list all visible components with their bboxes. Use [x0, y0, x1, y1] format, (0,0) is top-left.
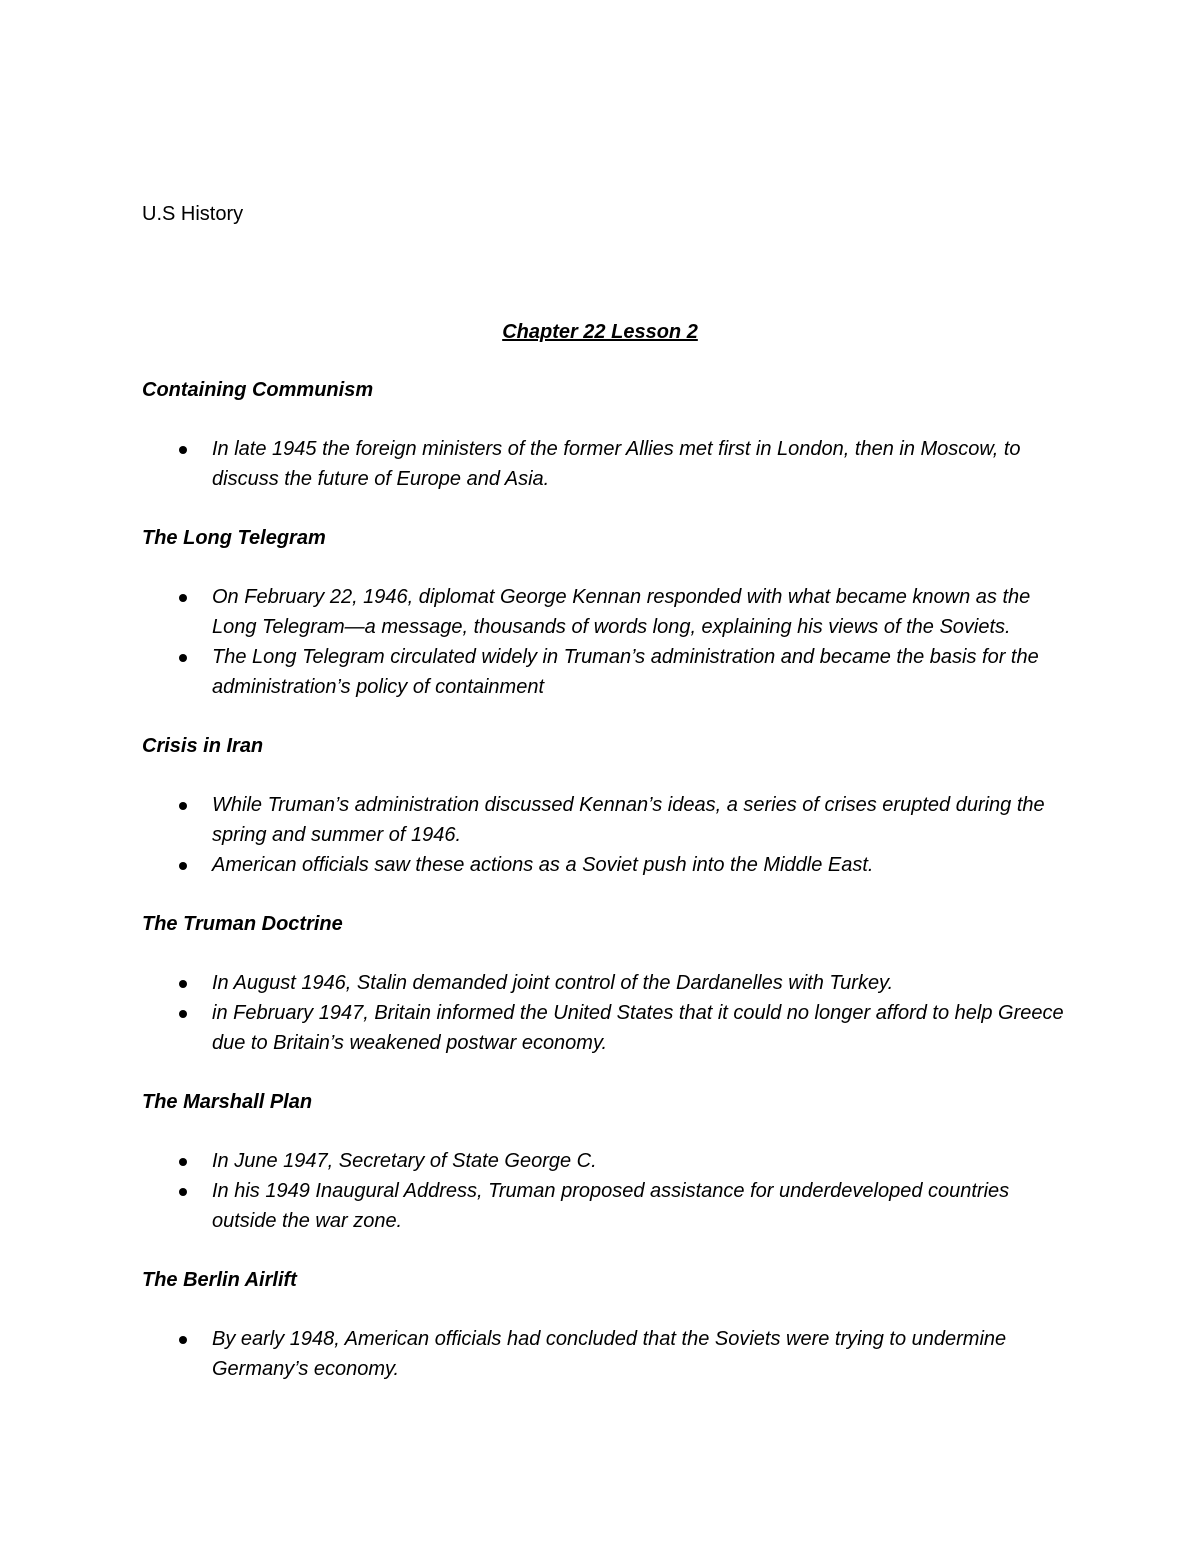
bullet-dot-icon	[179, 862, 187, 870]
bullet-dot-icon	[179, 594, 187, 602]
course-title: U.S History	[142, 203, 244, 225]
bullet-item	[142, 1324, 1072, 1384]
section-long-telegram	[142, 523, 1072, 702]
bullet-item	[142, 790, 1072, 850]
bullet-dot-icon	[179, 654, 187, 662]
bullet-item	[142, 1176, 1072, 1236]
bullet-text: By early 1948, American officials had concluded that the Soviets were trying to undermine Germany’s economy.	[212, 1328, 1007, 1380]
section-heading: The Long Telegram	[142, 527, 326, 549]
bullet-dot-icon	[179, 1010, 187, 1018]
notes-body	[142, 375, 1072, 1413]
bullet-item	[142, 434, 1072, 494]
bullet-list	[142, 1324, 1072, 1384]
bullet-list	[142, 1146, 1072, 1236]
bullet-item	[142, 850, 1072, 880]
bullet-text: In late 1945 the foreign ministers of the former Allies met first in London, then in Moscow, to discuss the future of Europe and Asia.	[212, 438, 1021, 490]
bullet-text: On February 22, 1946, diplomat George Kennan responded with what became known as the Long Telegram—a message, thousands of words long, explaining his views of the Soviets.	[212, 586, 1031, 638]
bullet-item	[142, 1146, 1072, 1176]
bullet-list	[142, 434, 1072, 494]
section-heading: Containing Communism	[142, 379, 374, 401]
bullet-text: American officials saw these actions as a Soviet push into the Middle East.	[212, 854, 874, 876]
bullet-dot-icon	[179, 1188, 187, 1196]
bullet-item	[142, 582, 1072, 642]
section-heading: The Marshall Plan	[142, 1091, 313, 1113]
bullet-text: in February 1947, Britain informed the United States that it could no longer afford to help Greece due to Britain’s weakened postwar economy.	[212, 1002, 1064, 1054]
bullet-item	[142, 968, 1072, 998]
bullet-dot-icon	[179, 802, 187, 810]
bullet-text: In August 1946, Stalin demanded joint control of the Dardanelles with Turkey.	[212, 972, 894, 994]
bullet-text: The Long Telegram circulated widely in Truman’s administration and became the basis for the administration’s policy of containment	[212, 646, 1039, 698]
bullet-text: In June 1947, Secretary of State George C.	[212, 1150, 597, 1172]
section-crisis-in-iran	[142, 731, 1072, 880]
bullet-text: While Truman’s administration discussed Kennan’s ideas, a series of crises erupted during the spring and summer of 1946.	[212, 794, 1045, 846]
bullet-dot-icon	[179, 1158, 187, 1166]
bullet-list	[142, 582, 1072, 702]
section-berlin-airlift	[142, 1265, 1072, 1384]
bullet-text: In his 1949 Inaugural Address, Truman proposed assistance for underdeveloped countries outside the war zone.	[212, 1180, 1010, 1232]
section-truman-doctrine	[142, 909, 1072, 1058]
bullet-dot-icon	[179, 980, 187, 988]
section-containing-communism	[142, 375, 1072, 494]
section-heading: The Truman Doctrine	[142, 913, 343, 935]
bullet-item	[142, 998, 1072, 1058]
bullet-item	[142, 642, 1072, 702]
section-marshall-plan	[142, 1087, 1072, 1236]
section-heading: The Berlin Airlift	[142, 1269, 297, 1291]
chapter-title: Chapter 22 Lesson 2	[502, 321, 698, 343]
bullet-list	[142, 790, 1072, 880]
bullet-list	[142, 968, 1072, 1058]
section-heading: Crisis in Iran	[142, 735, 264, 757]
bullet-dot-icon	[179, 446, 187, 454]
bullet-dot-icon	[179, 1336, 187, 1344]
